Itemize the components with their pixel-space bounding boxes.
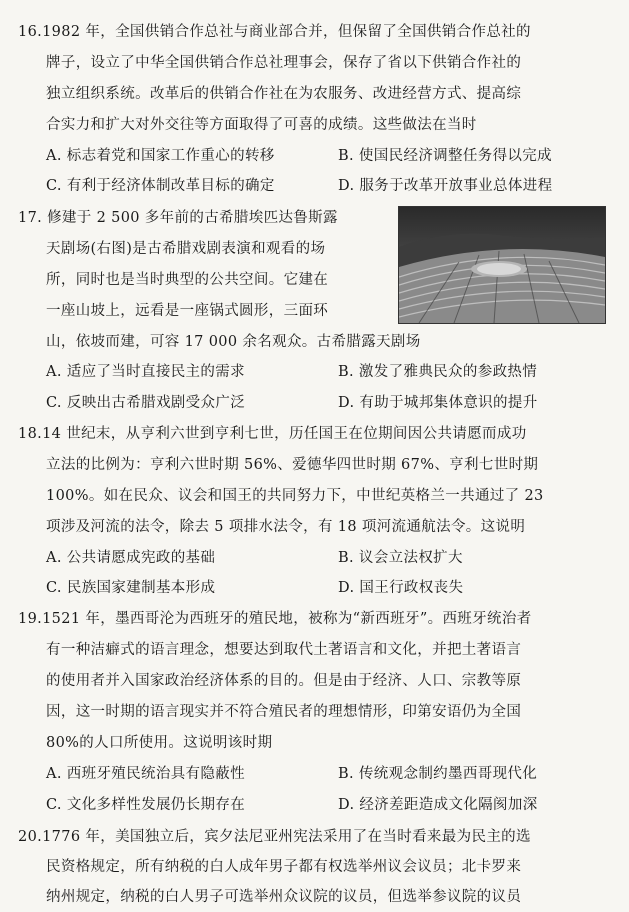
q16-option-b: B. 使国民经济调整任务得以完成 [338,148,552,164]
q20-line-1: 20.1776 年，美国独立后，宾夕法尼亚州宪法采用了在当时看来最为民主的选 [18,829,531,845]
q17-line-5: 山，依坡而建，可容 17 000 余名观众。古希腊露天剧场 [46,334,421,350]
q17-line-3: 所，同时也是当时典型的公共空间。它建在 [46,272,329,288]
q16-option-c: C. 有利于经济体制改革目标的确定 [46,178,275,194]
q16-option-a: A. 标志着党和国家工作重心的转移 [46,148,275,164]
q19-option-a: A. 西班牙殖民统治具有隐蔽性 [46,766,245,782]
q16-line-1: 16.1982 年，全国供销合作总社与商业部合并，但保留了全国供销合作总社的 [18,24,531,40]
q18-option-d: D. 国王行政权丧失 [338,580,464,596]
theatre-photo [398,206,606,324]
theatre-photo-drawing [399,207,605,323]
q20-line-3: 纳州规定，纳税的白人男子可选举州众议院的议员，但选举参议院的议员 [46,889,522,905]
q17-line-2: 天剧场(右图)是古希腊戏剧表演和观看的场 [46,241,326,257]
q17-option-d: D. 有助于城邦集体意识的提升 [338,395,538,411]
q18-option-b: B. 议会立法权扩大 [338,550,463,566]
q17-line-4: 一座山坡上，远看是一座锅式圆形，三面环 [46,303,329,319]
q19-line-1: 19.1521 年，墨西哥沦为西班牙的殖民地，被称为“新西班牙”。西班牙统治者 [18,611,532,627]
q19-option-d: D. 经济差距造成文化隔阂加深 [338,797,538,813]
q18-option-a: A. 公共请愿成宪政的基础 [46,550,216,566]
q19-option-c: C. 文化多样性发展仍长期存在 [46,797,246,813]
q18-line-3: 100%。如在民众、议会和国王的共同努力下，中世纪英格兰一共通过了 23 [46,488,544,504]
q19-option-b: B. 传统观念制约墨西哥现代化 [338,766,538,782]
q16-line-4: 合实力和扩大对外交往等方面取得了可喜的成绩。这些做法在当时 [46,117,477,133]
q17-option-b: B. 激发了雅典民众的参政热情 [338,364,538,380]
q16-line-2: 牌子，设立了中华全国供销合作总社理事会，保存了省以下供销合作社的 [46,55,522,71]
q18-line-1: 18.14 世纪末，从亨利六世到亨利七世，历任国王在位期间因公共请愿而成功 [18,426,527,442]
q19-line-2: 有一种洁癖式的语言理念，想要达到取代土著语言和文化，并把土著语言 [46,642,522,658]
q18-line-4: 项涉及河流的法令，除去 5 项排水法令，有 18 项河流通航法令。这说明 [46,519,526,535]
q17-line-1: 17. 修建于 2 500 多年前的古希腊埃匹达鲁斯露 [18,210,338,226]
q19-line-5: 80%的人口所使用。这说明该时期 [46,735,273,751]
q18-line-2: 立法的比例为：亨利六世时期 56%、爱德华四世时期 67%、亨利七世时期 [46,457,539,473]
q16-line-3: 独立组织系统。改革后的供销合作社在为农服务、改进经营方式、提高综 [46,86,522,102]
q17-option-a: A. 适应了当时直接民主的需求 [46,364,245,380]
q20-line-2: 民资格规定，所有纳税的白人成年男子都有权选举州议会议员；北卡罗来 [46,859,522,875]
q19-line-4: 因，这一时期的语言现实并不符合殖民者的理想情形，印第安语仍为全国 [46,704,522,720]
q17-option-c: C. 反映出古希腊戏剧受众广泛 [46,395,246,411]
q16-option-d: D. 服务于改革开放事业总体进程 [338,178,553,194]
q19-line-3: 的使用者并入国家政治经济体系的目的。但是由于经济、人口、宗教等原 [46,673,522,689]
q18-option-c: C. 民族国家建制基本形成 [46,580,216,596]
